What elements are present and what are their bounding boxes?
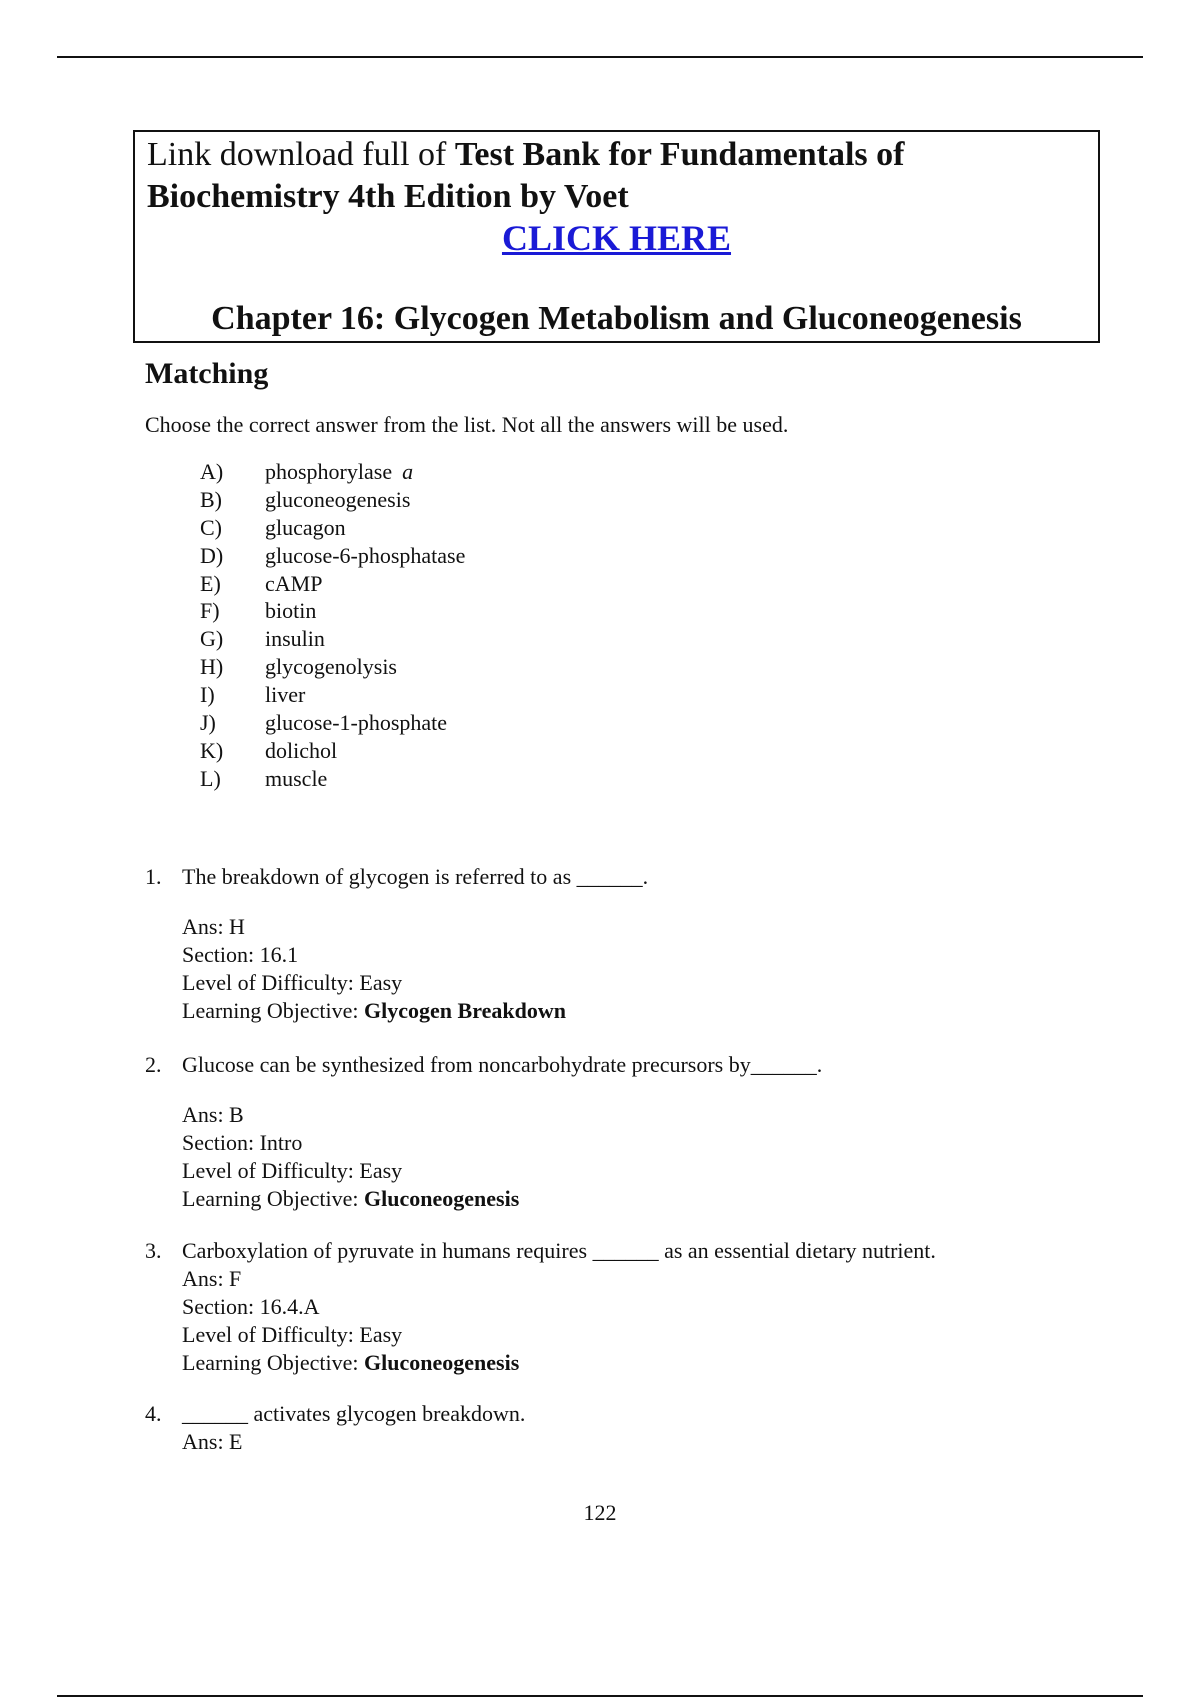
objective-value: Gluconeogenesis: [364, 1186, 520, 1211]
answer-option: [200, 709, 465, 737]
answer-letter: C): [200, 514, 222, 540]
chapter-title: Chapter 16: Glycogen Metabolism and Gluconeogenesis: [211, 300, 1022, 337]
question-meta: [182, 913, 648, 1025]
answer-suffix: a: [402, 459, 414, 484]
question-number: 4.: [145, 1401, 162, 1426]
bottom-rule: [57, 1695, 1143, 1697]
answer-text: dolichol: [265, 737, 338, 763]
answer-option: [200, 458, 465, 486]
objective-label: Learning Objective:: [182, 1350, 365, 1375]
answer-letter: A): [200, 459, 224, 484]
answer-option: [200, 542, 465, 570]
answer-text: glucagon: [265, 514, 346, 540]
question-number: 2.: [145, 1052, 162, 1077]
question-2: [145, 1051, 822, 1213]
answer-letter: G): [200, 626, 224, 652]
answer-text: glycogenolysis: [265, 654, 397, 680]
answer-option: [200, 681, 465, 709]
answer-letter: H): [200, 654, 224, 680]
answer-text: muscle: [265, 765, 328, 791]
answer-option: [200, 765, 465, 793]
question-text: The breakdown of glycogen is referred to as ______.: [182, 864, 649, 889]
question-4: [145, 1400, 525, 1456]
question-text: Carboxylation of pyruvate in humans requires ______ as an essential dietary nutrient.: [182, 1238, 936, 1263]
answer-text: glucose-1-phosphate: [265, 710, 448, 736]
answer-letter: K): [200, 737, 224, 763]
download-header-box: [133, 130, 1100, 343]
question-text: Glucose can be synthesized from noncarbohydrate precursors by______.: [182, 1052, 823, 1077]
section-ref: Section: 16.1: [182, 942, 299, 967]
question-row: [145, 1237, 936, 1265]
difficulty: Level of Difficulty: Easy: [182, 970, 403, 995]
answer-option: [200, 597, 465, 625]
section-ref: Section: 16.4.A: [182, 1294, 320, 1319]
question-row: [145, 1400, 525, 1428]
objective-value: Gluconeogenesis: [364, 1350, 520, 1375]
link-prefix: Link download full of: [147, 136, 455, 173]
answer-text: gluconeogenesis: [265, 486, 411, 512]
click-here-link[interactable]: CLICK HERE: [501, 218, 732, 258]
instructions: Choose the correct answer from the list. Not all the answers will be used.: [145, 412, 789, 437]
page-number: 122: [583, 1500, 617, 1525]
question-meta: [182, 1265, 936, 1377]
answer-option: [200, 653, 465, 681]
learning-objective: [182, 1349, 936, 1377]
answer-text: biotin: [265, 598, 317, 624]
answer-option: [200, 625, 465, 653]
answer-option: [200, 737, 465, 765]
answer-option: [200, 486, 465, 514]
question-3: [145, 1237, 936, 1377]
answer-key: Ans: H: [182, 914, 245, 939]
link-title-part-1: Test Bank for Fundamentals of: [454, 136, 905, 173]
answer-key: Ans: B: [182, 1102, 244, 1127]
top-rule: [57, 56, 1143, 58]
answer-text: cAMP: [265, 570, 323, 596]
difficulty: Level of Difficulty: Easy: [182, 1158, 403, 1183]
answer-option: [200, 570, 465, 598]
answer-letter: L): [200, 765, 221, 791]
section-ref: Section: Intro: [182, 1130, 303, 1155]
objective-label: Learning Objective:: [182, 998, 365, 1023]
answer-options-list: [200, 458, 465, 793]
header-line-1: [147, 134, 904, 176]
answer-letter: B): [200, 486, 222, 512]
answer-letter: J): [200, 710, 216, 736]
answer-text: phosphorylase: [265, 459, 393, 484]
question-text: ______ activates glycogen breakdown.: [182, 1401, 526, 1426]
question-number: 1.: [145, 864, 162, 889]
question-1: [145, 863, 648, 1025]
answer-letter: E): [200, 570, 221, 596]
header-line-2: Biochemistry 4th Edition by Voet: [147, 178, 629, 215]
objective-value: Glycogen Breakdown: [364, 998, 566, 1023]
answer-text: liver: [265, 682, 306, 708]
question-row: [145, 1051, 822, 1079]
answer-option: [200, 514, 465, 542]
section-heading: Matching: [145, 357, 269, 390]
question-number: 3.: [145, 1238, 162, 1263]
answer-text: insulin: [265, 626, 325, 652]
objective-label: Learning Objective:: [182, 1186, 365, 1211]
answer-letter: F): [200, 598, 220, 624]
answer-text: glucose-6-phosphatase: [265, 542, 466, 568]
learning-objective: [182, 997, 648, 1025]
answer-key: Ans: F: [182, 1266, 242, 1291]
answer-letter: I): [200, 682, 215, 708]
question-meta: [182, 1101, 822, 1213]
difficulty: Level of Difficulty: Easy: [182, 1322, 403, 1347]
learning-objective: [182, 1185, 822, 1213]
answer-key: Ans: E: [182, 1429, 243, 1454]
question-meta: [182, 1428, 525, 1456]
question-row: [145, 863, 648, 891]
answer-letter: D): [200, 542, 224, 568]
